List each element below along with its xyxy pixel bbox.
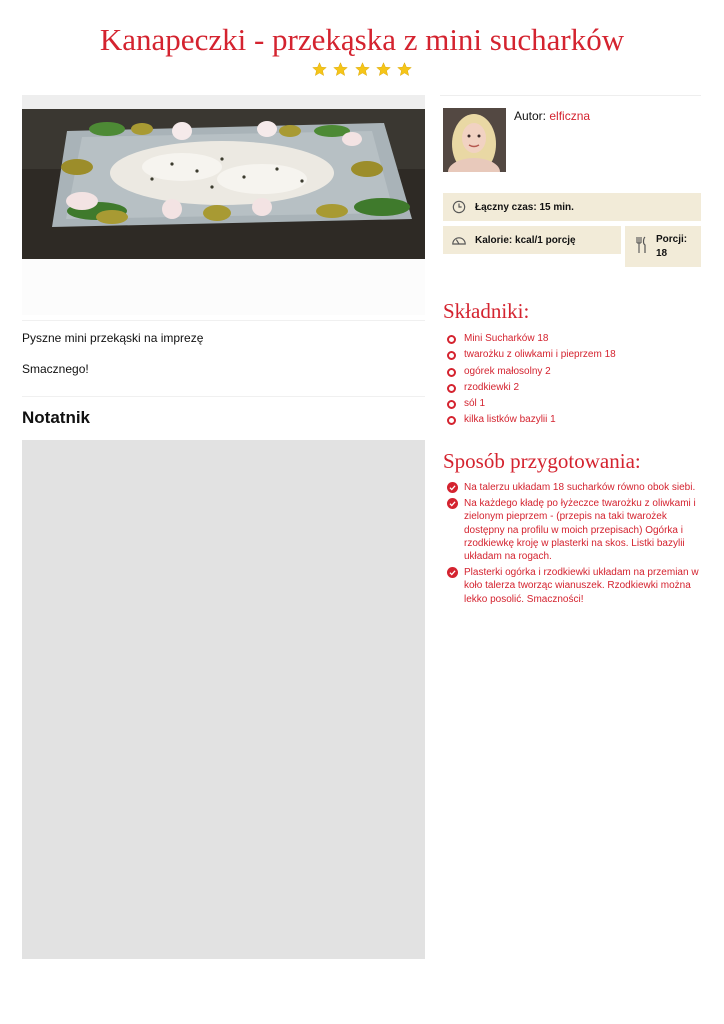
- servings-value: 18: [656, 248, 668, 259]
- ingredient-item: [447, 348, 616, 364]
- steps-heading: Sposób przygotowania:: [443, 449, 641, 473]
- ingredient-text: sól 1: [464, 398, 486, 410]
- notes-heading: Notatnik: [22, 408, 90, 427]
- ingredient-text: rzodkiewki 2: [464, 381, 520, 393]
- description-line: Smacznego!: [22, 362, 89, 376]
- steps-list: [447, 481, 699, 609]
- step-text: Plasterki ogórka i rzodkiewki układam na przemian w koło talerza tworząc wianuszek. Rzodkiewki można lekko posolić. Smaczności!: [464, 567, 699, 605]
- step-text: Na każdego kładę po łyżeczce twarożku z oliwkami i zielonym pieprzem - (przepis na taki twarożek dostępny na profilu w moich przepisach) Ogórka i rzodkiewkę kroję w plasterki na skos. Listki bazylii układam na rogach.: [464, 498, 696, 563]
- gauge-icon: [451, 234, 467, 246]
- star-icon: [397, 62, 412, 77]
- ingredient-text: ogórek małosolny 2: [464, 365, 551, 377]
- ingredients-heading: Składniki:: [443, 299, 530, 323]
- step-item: [447, 497, 699, 563]
- rating-stars: [0, 62, 724, 82]
- recipe-photo: [22, 109, 425, 259]
- notes-area[interactable]: [22, 440, 425, 959]
- ring-bullet-icon: [447, 335, 456, 344]
- ingredient-item: [447, 413, 616, 429]
- calories-box: [443, 226, 621, 254]
- ingredient-item: [447, 365, 616, 381]
- star-icon: [333, 62, 348, 77]
- author-avatar[interactable]: [443, 108, 506, 172]
- star-icon: [355, 62, 370, 77]
- ingredient-item: [447, 381, 616, 397]
- ingredient-item: [447, 397, 616, 413]
- recipe-photo-panel: [22, 95, 425, 315]
- servings-label: Porcji:: [656, 234, 688, 245]
- clock-icon: [452, 200, 466, 214]
- ingredient-text: Mini Sucharków 18: [464, 333, 549, 344]
- star-icon: [312, 62, 327, 77]
- ingredients-list: [447, 332, 616, 430]
- ingredient-text: twarożku z oliwkami i pieprzem 18: [464, 349, 616, 361]
- cutlery-icon: [635, 236, 647, 254]
- author-name-link[interactable]: elficzna: [549, 109, 591, 123]
- check-circle-icon: [447, 567, 458, 578]
- ring-bullet-icon: [447, 368, 456, 377]
- recipe-description: [22, 320, 425, 396]
- divider: [440, 95, 701, 96]
- ring-bullet-icon: [447, 351, 456, 360]
- step-item: [447, 566, 699, 606]
- ring-bullet-icon: [447, 384, 456, 393]
- author-label: Autor:: [514, 109, 550, 123]
- total-time-text: Łączny czas: 15 min.: [475, 202, 574, 213]
- description-line: Pyszne mini przekąski na imprezę: [22, 331, 204, 345]
- check-circle-icon: [447, 498, 458, 509]
- ring-bullet-icon: [447, 400, 456, 409]
- ingredient-item: [447, 332, 616, 348]
- star-icon: [376, 62, 391, 77]
- recipe-title: Kanapeczki - przekąska z mini sucharków: [99, 22, 625, 57]
- servings-box: [625, 226, 701, 267]
- check-circle-icon: [447, 482, 458, 493]
- ingredient-text: kilka listków bazylii 1: [464, 414, 556, 426]
- notes-section: [22, 396, 425, 441]
- step-text: Na talerzu układam 18 sucharków równo obok siebi.: [464, 482, 696, 493]
- author-line: [514, 109, 590, 123]
- step-item: [447, 481, 699, 494]
- total-time-box: [443, 193, 701, 221]
- calories-text: Kalorie: kcal/1 porcję: [475, 235, 576, 246]
- ring-bullet-icon: [447, 416, 456, 425]
